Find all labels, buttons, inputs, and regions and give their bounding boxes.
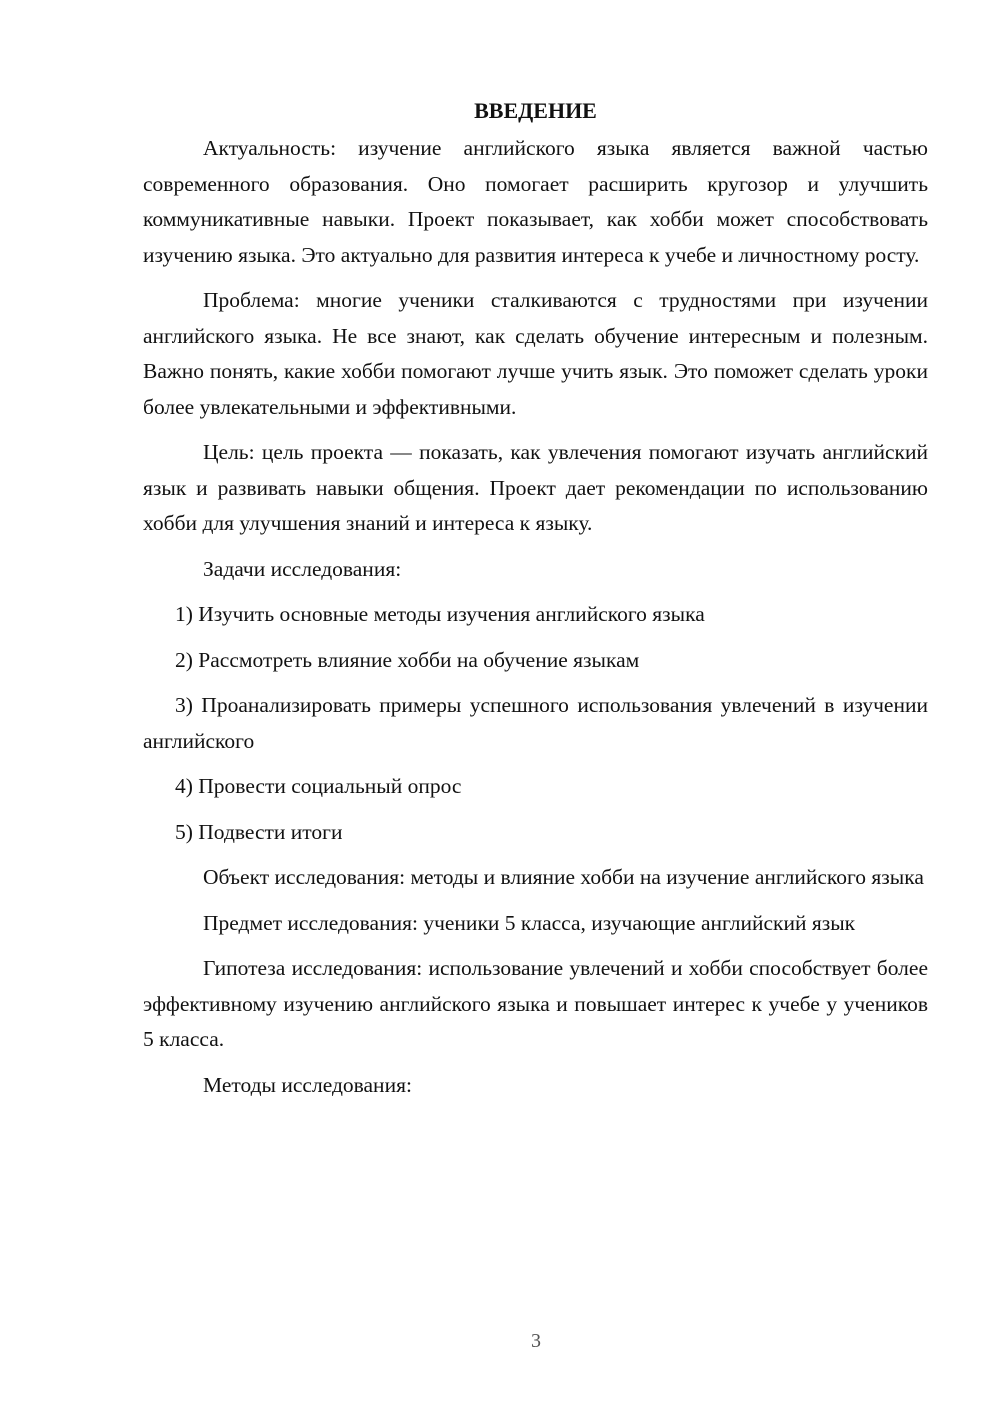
page-number: 3 [531,1330,541,1352]
goal-paragraph: Цель: цель проекта — показать, как увлечения помогают изучать английский язык и развивать навыки общения. Проект дает рекомендации по использованию хобби для улучшения знаний и интереса к языку. [143,440,928,535]
object-paragraph: Объект исследования: методы и влияние хобби на изучение английского языка [203,865,924,889]
task-item-3: 3) Проанализировать примеры успешного использования увлечений в изучении английского [143,693,928,753]
task-item-1: 1) Изучить основные методы изучения английского языка [175,602,705,626]
hypothesis-paragraph: Гипотеза исследования: использование увлечений и хобби способствует более эффективному изучению английского языка и повышает интерес к учебе у учеников 5 класса. [143,956,928,1051]
tasks-heading: Задачи исследования: [203,556,402,581]
relevance-paragraph: Актуальность: изучение английского языка является важной частью современного образования. Оно помогает расширить кругозор и улучшить коммуникативные навыки. Проект показывает, как хобби может способствовать изучению языка. Это актуально для развития интереса к учебе и личностному росту. [143,136,928,267]
task-item-2: 2) Рассмотреть влияние хобби на обучение языкам [175,647,640,672]
subject-paragraph: Предмет исследования: ученики 5 класса, изучающие английский язык [203,910,856,935]
problem-paragraph: Проблема: многие ученики сталкиваются с трудностями при изучении английского языка. Не все знают, как сделать обучение интересным и полезным. Важно понять, какие хобби помогают лучше учить язык. Это поможет сделать уроки более увлекательными и эффективными. [143,288,928,419]
task-item-4: 4) Провести социальный опрос [175,774,462,798]
methods-heading: Методы исследования: [203,1072,412,1097]
page-title: ВВЕДЕНИЕ [474,98,597,123]
page-body [143,93,928,1113]
task-item-5: 5) Подвести итоги [175,819,343,844]
